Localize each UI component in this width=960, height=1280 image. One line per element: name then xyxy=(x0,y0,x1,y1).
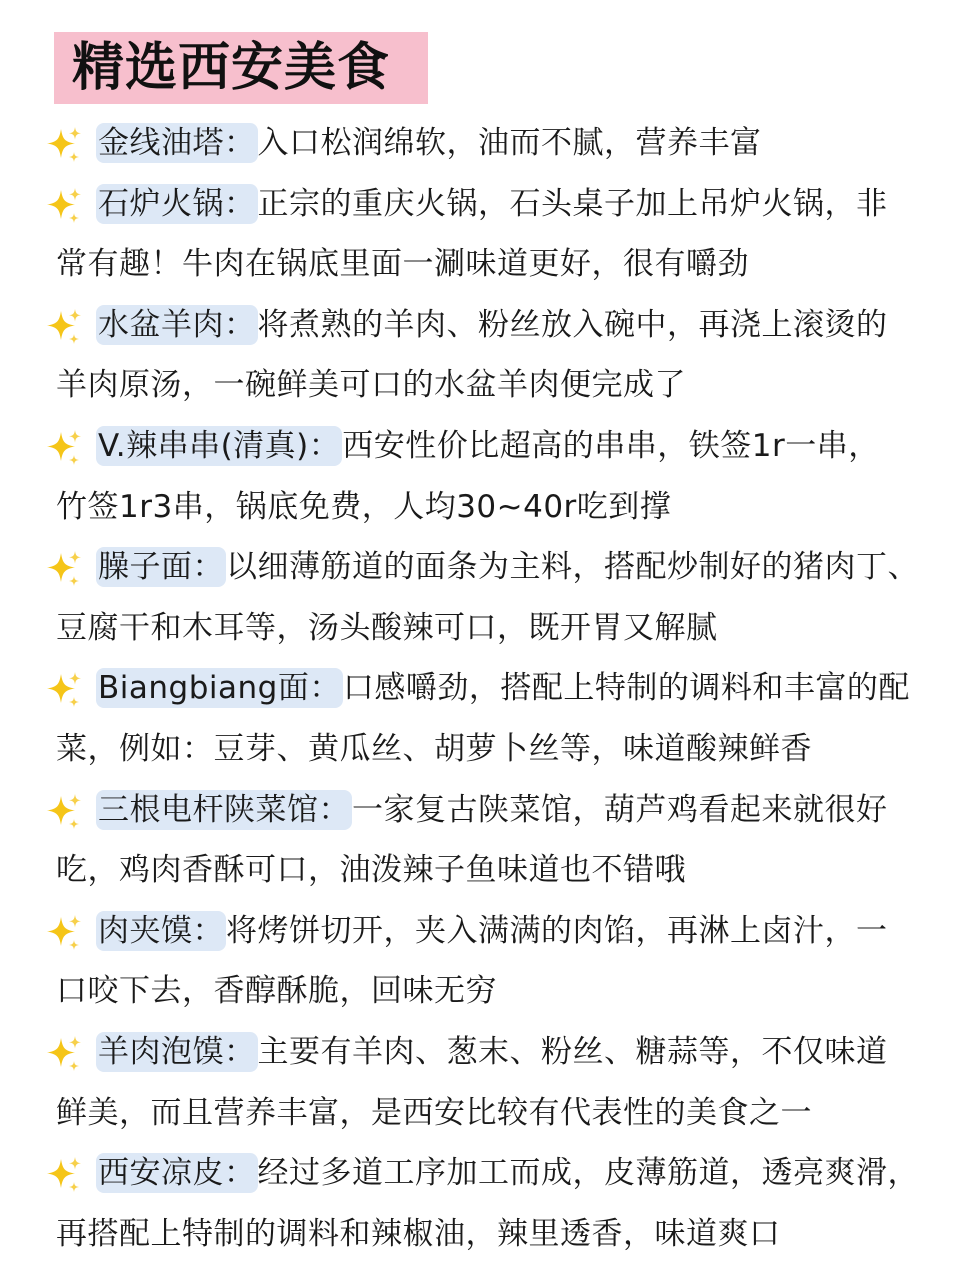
food-list xyxy=(0,113,960,1264)
item-first-line xyxy=(56,658,920,719)
food-description-continued: 吃，鸡肉香酥可口，油泼辣子鱼味道也不错哦 xyxy=(56,852,686,889)
list-item xyxy=(0,901,960,1022)
food-description: 将烤饼切开，夹入满满的肉馅，再淋上卤汁，一 xyxy=(226,912,888,949)
food-description: 口感嚼劲，搭配上特制的调料和丰富的配 xyxy=(342,670,910,707)
sparkles-icon xyxy=(44,670,84,710)
food-description: 经过多道工序加工而成，皮薄筋道，透亮爽滑， xyxy=(257,1155,919,1192)
food-name-tag: V.辣串串(清真)： xyxy=(98,427,341,464)
item-first-line xyxy=(56,295,920,356)
food-name-tag: 肉夹馍： xyxy=(98,912,224,949)
food-description-continued: 羊肉原汤，一碗鲜美可口的水盆羊肉便完成了 xyxy=(56,367,686,404)
food-description-continued: 再搭配上特制的调料和辣椒油，辣里透香，味道爽口 xyxy=(56,1215,781,1252)
list-item xyxy=(0,780,960,901)
food-description: 将煮熟的羊肉、粉丝放入碗中，再浇上滚烫的 xyxy=(257,306,888,343)
food-name-tag: 羊肉泡馍： xyxy=(98,1033,256,1070)
item-first-line xyxy=(56,1022,920,1083)
food-name-tag: 臊子面： xyxy=(98,549,224,586)
title-highlight xyxy=(54,32,428,104)
item-first-line xyxy=(56,537,920,598)
food-description: 西安性价比超高的串串，铁签1r一串， xyxy=(342,427,880,464)
item-first-line xyxy=(56,113,920,174)
food-name-tag: Biangbiang面： xyxy=(98,670,341,707)
list-item xyxy=(0,1022,960,1143)
list-item xyxy=(0,1143,960,1264)
item-first-line xyxy=(56,416,920,477)
sparkles-icon xyxy=(44,307,84,347)
sparkles-icon xyxy=(44,792,84,832)
sparkles-icon xyxy=(44,1155,84,1195)
food-description: 入口松润绵软，油而不腻，营养丰富 xyxy=(257,125,762,161)
item-first-line xyxy=(56,1143,920,1204)
food-description-continued: 鲜美，而且营养丰富，是西安比较有代表性的美食之一 xyxy=(56,1094,812,1131)
food-name-tag: 水盆羊肉： xyxy=(98,306,256,343)
food-description: 主要有羊肉、葱末、粉丝、糖蒜等，不仅味道 xyxy=(257,1033,888,1070)
list-item xyxy=(0,295,960,416)
list-item xyxy=(0,174,960,295)
food-description-continued: 口咬下去，香醇酥脆，回味无穷 xyxy=(56,973,497,1010)
sparkles-icon xyxy=(44,913,84,953)
list-item xyxy=(0,658,960,779)
list-item xyxy=(0,537,960,658)
food-name-tag: 西安凉皮： xyxy=(98,1155,256,1192)
list-item xyxy=(0,113,960,174)
item-first-line xyxy=(56,901,920,962)
food-name-tag: 三根电杆陕菜馆： xyxy=(98,791,350,828)
food-description: 一家复古陕菜馆，葫芦鸡看起来就很好 xyxy=(352,791,888,828)
food-name-tag: 石炉火锅： xyxy=(98,185,256,222)
page-title: 精选西安美食 xyxy=(72,38,391,98)
list-item xyxy=(0,416,960,537)
food-description-continued: 豆腐干和木耳等，汤头酸辣可口，既开胃又解腻 xyxy=(56,609,718,646)
sparkles-icon xyxy=(44,428,84,468)
food-name-tag: 金线油塔： xyxy=(98,125,256,161)
sparkles-icon xyxy=(44,186,84,226)
food-description-continued: 菜，例如：豆芽、黄瓜丝、胡萝卜丝等，味道酸辣鲜香 xyxy=(56,730,812,767)
item-first-line xyxy=(56,174,920,235)
food-description: 以细薄筋道的面条为主料，搭配炒制好的猪肉丁、 xyxy=(226,549,919,586)
food-description: 正宗的重庆火锅，石头桌子加上吊炉火锅，非 xyxy=(257,185,888,222)
food-description-continued: 常有趣！牛肉在锅底里面一涮味道更好，很有嚼劲 xyxy=(56,246,749,283)
sparkles-icon xyxy=(44,125,84,165)
sparkles-icon xyxy=(44,1034,84,1074)
sparkles-icon xyxy=(44,549,84,589)
food-description-continued: 竹签1r3串，锅底免费，人均30~40r吃到撑 xyxy=(56,488,672,525)
item-first-line xyxy=(56,780,920,841)
